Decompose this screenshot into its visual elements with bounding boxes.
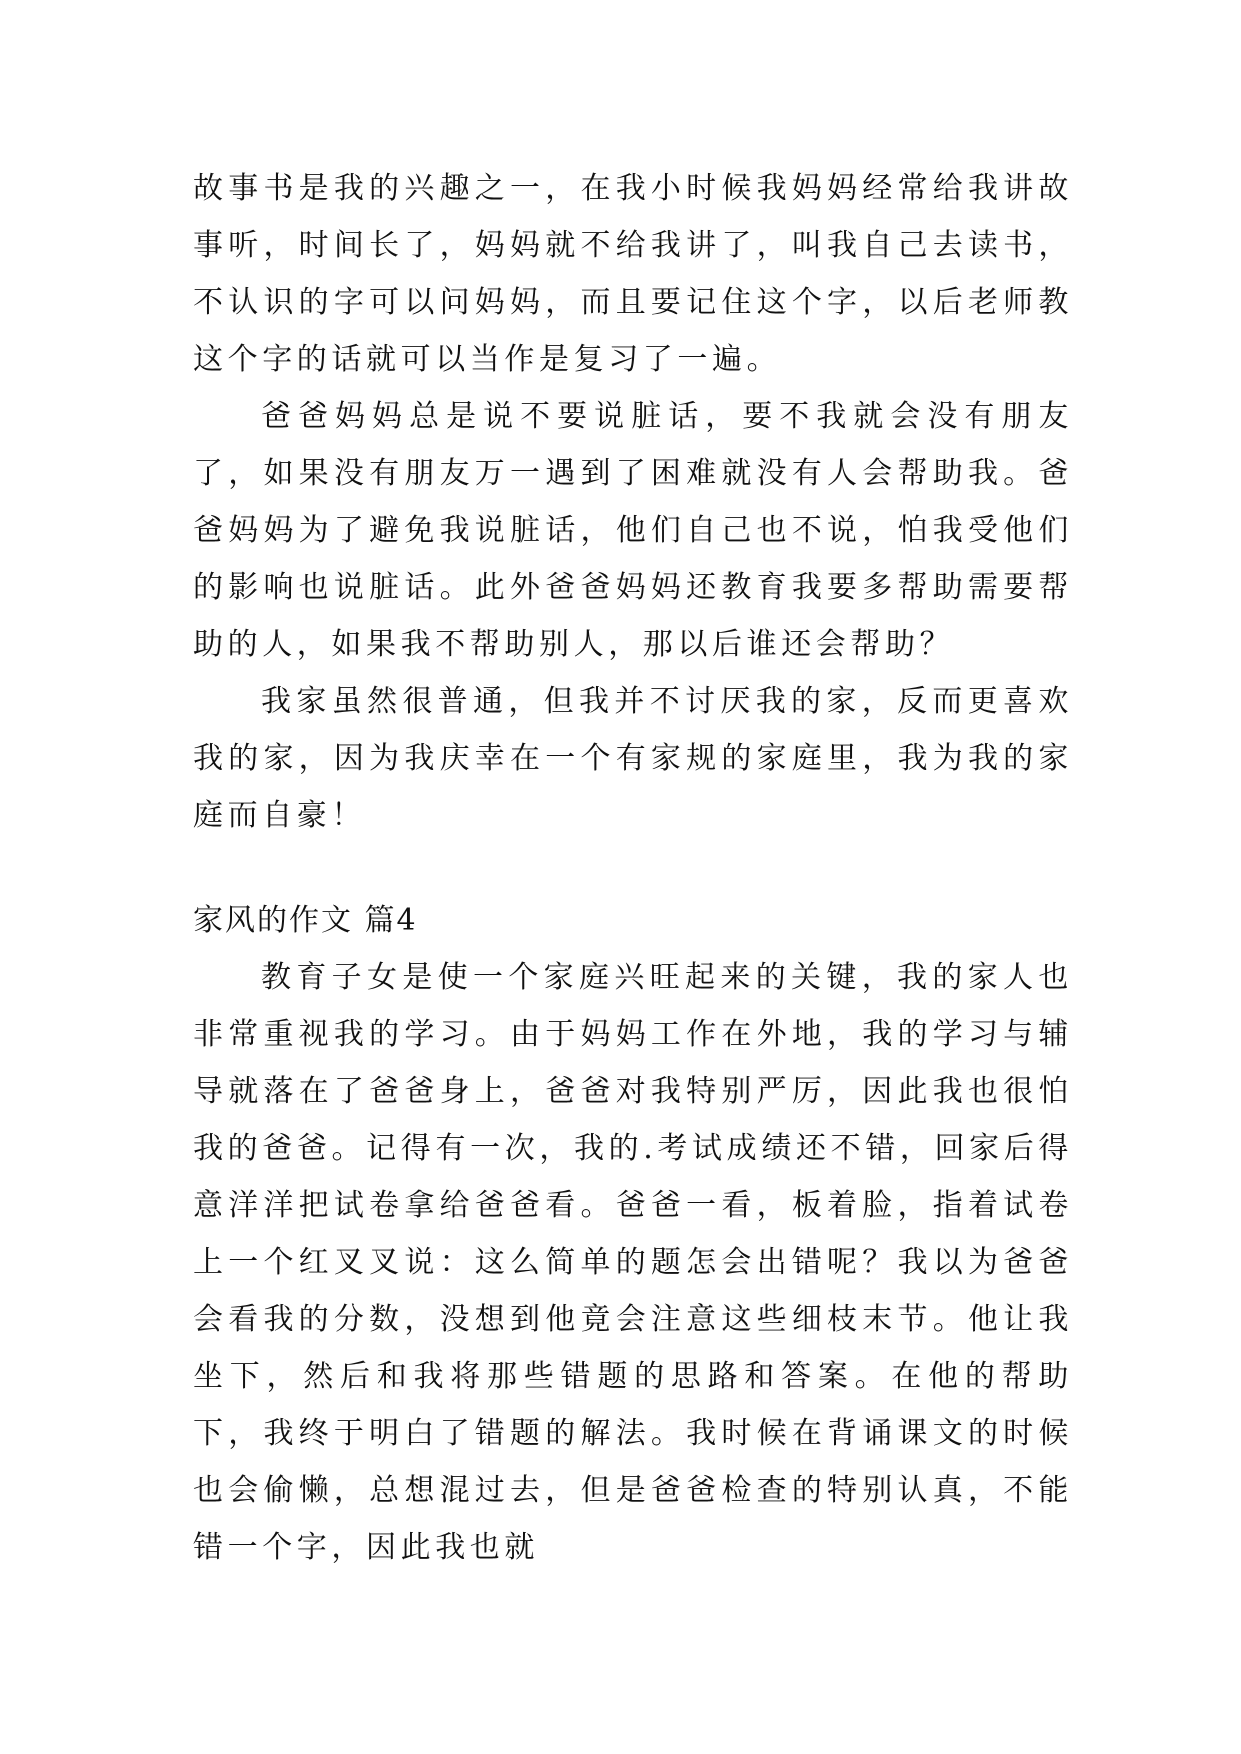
paragraph-story-books: 故事书是我的兴趣之一，在我小时候我妈妈经常给我讲故事听，时间长了，妈妈就不给我讲了，叫我自己去读书，不认识的字可以问妈妈，而且要记住这个字，以后老师教这个字的话就可以当作是复习了一遍。 (193, 171, 1073, 377)
paragraph-no-swearing: 爸爸妈妈总是说不要说脏话，要不我就会没有朋友了，如果没有朋友万一遇到了困难就没有人会帮助我。爸爸妈妈为了避免我说脏话，他们自己也不说，怕我受他们的影响也说脏话。此外爸爸妈妈还教育我要多帮助需要帮助的人，如果我不帮助别人，那以后谁还会帮助？ (193, 399, 1073, 662)
section-heading: 家风的作文 篇4 (193, 903, 418, 938)
paragraph-proud-of-family: 我家虽然很普通，但我并不讨厌我的家，反而更喜欢我的家，因为我庆幸在一个有家规的家庭里，我为我的家庭而自豪！ (193, 684, 1073, 833)
paragraph-education: 教育子女是使一个家庭兴旺起来的关键，我的家人也非常重视我的学习。由于妈妈工作在外地，我的学习与辅导就落在了爸爸身上，爸爸对我特别严厉，因此我也很怕我的爸爸。记得有一次，我的.考试成绩还不错，回家后得意洋洋把试卷拿给爸爸看。爸爸一看，板着脸，指着试卷上一个红叉叉说：这么简单的题怎会出错呢？我以为爸爸会看我的分数，没想到他竟会注意这些细枝末节。他让我坐下，然后和我将那些错题的思路和答案。在他的帮助下，我终于明白了错题的解法。我时候在背诵课文的时候也会偷懒，总想混过去，但是爸爸检查的特别认真，不能错一个字，因此我也就 (193, 960, 1073, 1565)
document-body (193, 160, 1073, 1576)
